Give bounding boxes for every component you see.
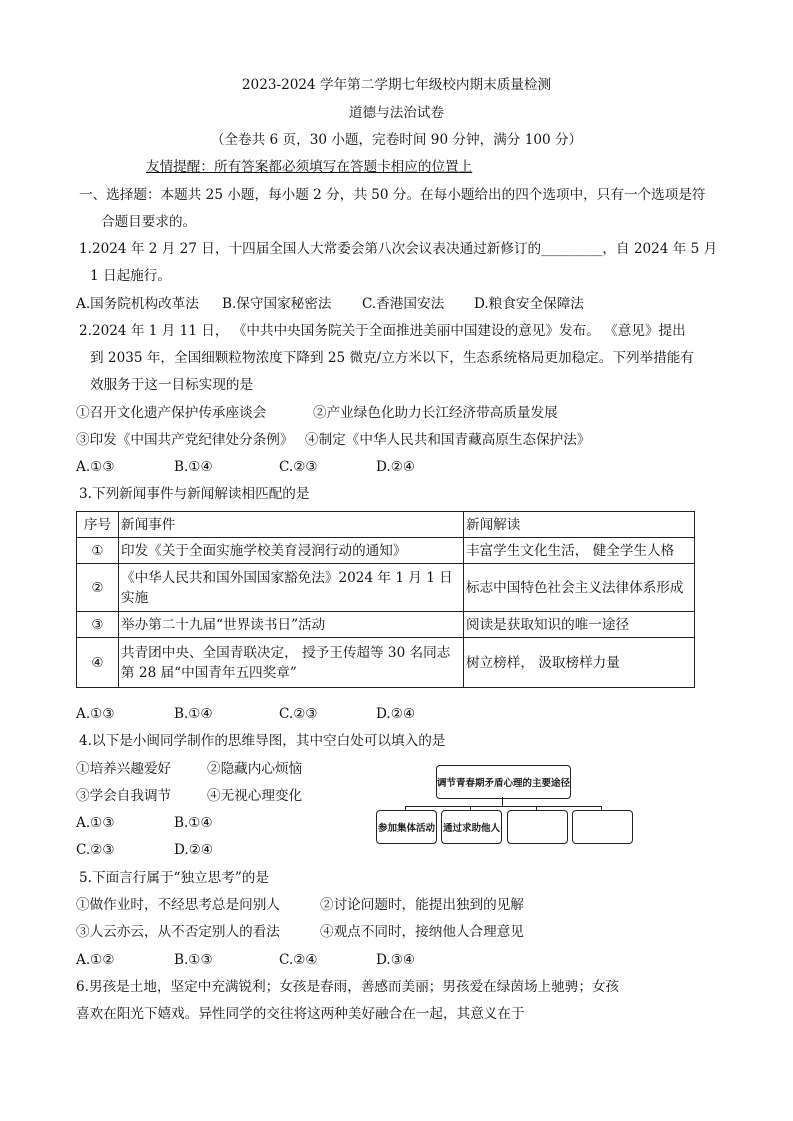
q4-stem: 4.以下是小闽同学制作的思维导图，其中空白处可以填入的是 (79, 733, 446, 749)
item-2: ②隐藏内心烦恼 (207, 761, 303, 777)
exam-notice-text: 友情提醒：所有答案都必须填写在答题卡相应的位置上 (146, 159, 473, 175)
option-c: C.香港国安法 (362, 296, 445, 312)
option-a: A.国务院机构改革法 (76, 296, 199, 312)
item-3: ③人云亦云，从不否定别人的看法 (76, 924, 280, 940)
news-table (76, 511, 695, 688)
option-b: B.①④ (174, 706, 213, 722)
q2-stem-cont: 效服务于这一目标实现的是 (90, 377, 254, 393)
row-number: ④ (77, 638, 119, 688)
q2-stem-cont: 到 2035 年，全国细颗粒物浓度下降到 25 微克/立方米以下，生态系统格局更加稳定。下列举措能有 (90, 350, 694, 366)
table-row (77, 612, 695, 638)
option-a: A.①③ (76, 706, 115, 722)
exam-info: （全卷共 6 页，30 小题，完卷时间 90 分钟，满分 100 分） (210, 132, 583, 148)
header-cell-interpretation: 新闻解读 (464, 512, 695, 538)
table-row (77, 564, 695, 612)
table-row (77, 538, 695, 564)
option-b: B.①③ (174, 952, 213, 968)
row-event: 共青团中央、全国青联决定， 授予王传超等 30 名同志第 28 届“中国青年五四奖章” (119, 638, 464, 688)
item-1: ①召开文化遗产保护传承座谈会 (76, 405, 267, 421)
option-d: D.②④ (376, 459, 416, 475)
mindmap-node: 通过求助他人 (441, 810, 502, 844)
table-header-row (77, 512, 695, 538)
row-number: ③ (77, 612, 119, 638)
row-event: 印发《关于全面实施学校美育浸润行动的通知》 (119, 538, 464, 564)
option-c: C.②③ (279, 706, 318, 722)
option-a: A.①③ (76, 459, 115, 475)
option-d: D.②④ (376, 706, 416, 722)
row-event: 举办第二十九届“世界读书日”活动 (119, 612, 464, 638)
exam-title: 2023-2024 学年第二学期七年级校内期末质量检测 (241, 77, 552, 93)
row-number: ② (77, 564, 119, 612)
section-heading-cont: 合题目要求的。 (101, 214, 197, 230)
q1-stem: 1.2024 年 2 月 27 日，十四届全国人大常委会第八次会议表决通过新修订的_________，自 2024 年 5 月 (79, 241, 718, 257)
row-interpretation: 阅读是获取知识的唯一途径 (464, 612, 695, 638)
item-4: ④观点不同时，接纳他人合理意见 (320, 924, 524, 940)
option-d: D.②④ (174, 842, 214, 858)
option-b: B.①④ (174, 815, 213, 831)
item-1: ①培养兴趣爱好 (76, 761, 172, 777)
header-cell-event: 新闻事件 (119, 512, 464, 538)
exam-notice (146, 158, 472, 176)
section-heading: 一、选择题：本题共 25 小题，每小题 2 分，共 50 分。在每小题给出的四个选项中，只有一个选项是符 (79, 187, 706, 203)
option-c: C.②③ (279, 459, 318, 475)
mindmap-root: 调节青春期矛盾心理的主要途径 (436, 765, 571, 799)
mindmap-blank-node (572, 810, 633, 844)
table-row (77, 638, 695, 688)
item-3: ③印发《中国共产党纪律处分条例》 (76, 432, 294, 448)
q2-stem: 2.2024 年 1 月 11 日， 《中共中央国务院关于全面推进美丽中国建设的意见》发布。 《意见》提出 (79, 323, 686, 339)
item-2: ②产业绿色化助力长江经济带高质量发展 (313, 405, 558, 421)
item-4: ④无视心理变化 (207, 788, 303, 804)
item-2: ②讨论问题时，能提出独到的见解 (320, 897, 524, 913)
row-event: 《中华人民共和国外国国家豁免法》2024 年 1 月 1 日实施 (119, 564, 464, 612)
option-b: B.保守国家秘密法 (222, 296, 332, 312)
option-a: A.①③ (76, 815, 115, 831)
q6-stem: 6.男孩是土地，坚定中充满锐利；女孩是春雨，善感而美丽；男孩爱在绿茵场上驰骋；女孩 (76, 979, 620, 995)
exam-subject: 道德与法治试卷 (348, 105, 445, 121)
q6-stem-cont: 喜欢在阳光下嬉戏。异性同学的交往将这两种美好融合在一起，其意义在于 (76, 1006, 525, 1022)
row-interpretation: 树立榜样， 汲取榜样力量 (464, 638, 695, 688)
mindmap-connector (502, 797, 503, 806)
mindmap-connector (405, 806, 601, 807)
q1-stem-cont: 1 日起施行。 (90, 268, 171, 284)
item-4: ④制定《中华人民共和国青藏高原生态保护法》 (305, 432, 591, 448)
mindmap-blank-node (507, 810, 568, 844)
q3-stem: 3.下列新闻事件与新闻解读相匹配的是 (79, 486, 310, 502)
row-number: ① (77, 538, 119, 564)
header-cell-number: 序号 (77, 512, 119, 538)
option-c: C.②③ (76, 842, 115, 858)
item-3: ③学会自我调节 (76, 788, 172, 804)
option-a: A.①② (76, 952, 115, 968)
mindmap-node: 参加集体活动 (376, 810, 437, 844)
option-c: C.②④ (279, 952, 318, 968)
q5-stem: 5.下面言行属于“独立思考”的是 (79, 870, 269, 886)
option-d: D.③④ (376, 952, 416, 968)
option-d: D.粮食安全保障法 (474, 296, 584, 312)
item-1: ①做作业时，不经思考总是问别人 (76, 897, 280, 913)
row-interpretation: 丰富学生文化生活， 健全学生人格 (464, 538, 695, 564)
row-interpretation: 标志中国特色社会主义法律体系形成 (464, 564, 695, 612)
option-b: B.①④ (174, 459, 213, 475)
